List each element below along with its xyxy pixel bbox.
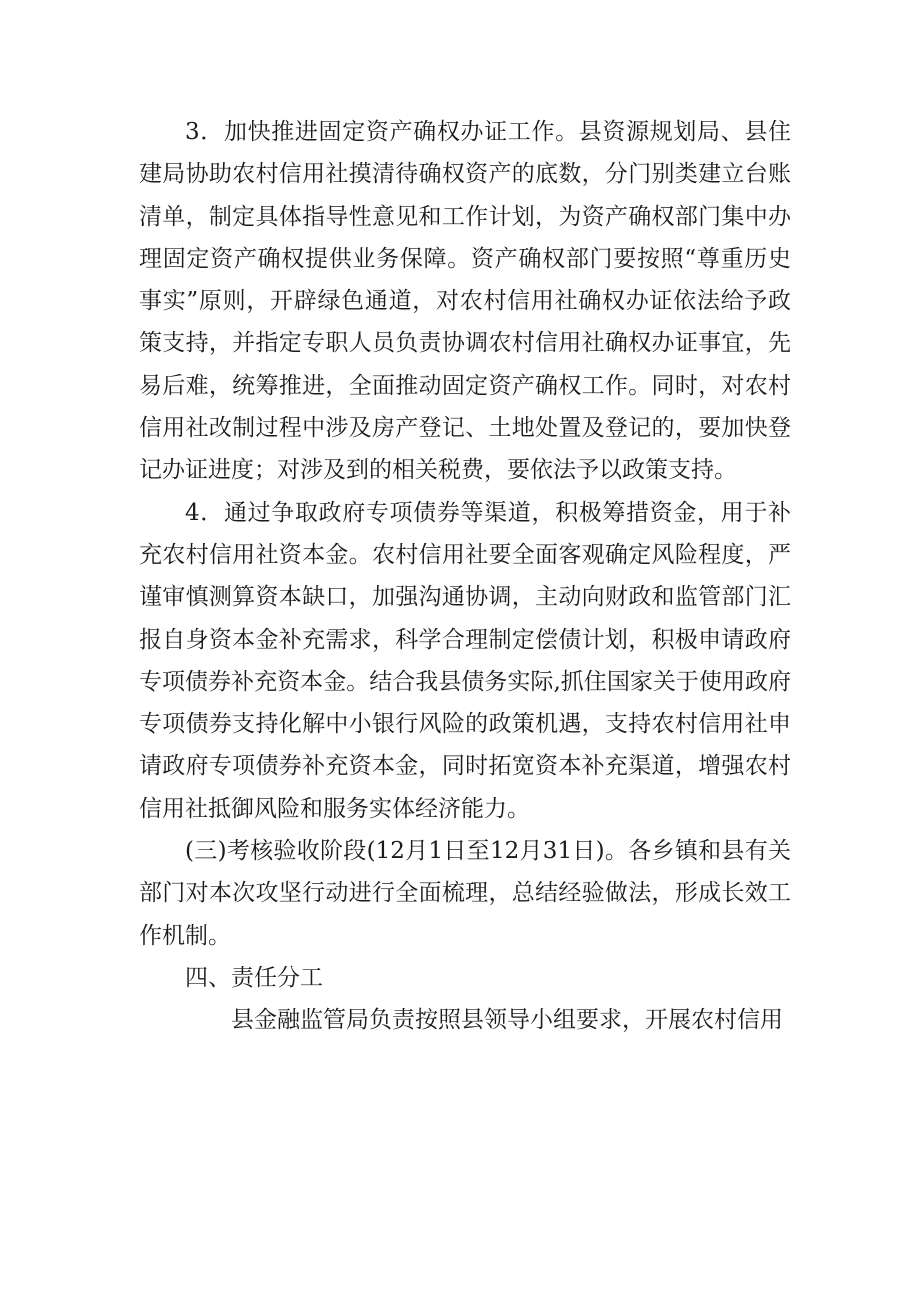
section-heading: 四、责任分工	[185, 964, 323, 991]
paragraph-stage-3: (三)考核验收阶段(12月1日至12月31日)。各乡镇和县有关部门对本次攻坚行动进行全面梳理，总结经验做法，形成长效工作机制。	[139, 838, 791, 949]
document-body	[139, 111, 791, 1042]
paragraph-item-3: 3．加快推进固定资产确权办证工作。县资源规划局、县住建局协助农村信用社摸清待确权资产的底数，分门别类建立台账清单，制定具体指导性意见和工作计划，为资产确权部门集中办理固定资产确权提供业务保障。资产确权部门要按照“尊重历史事实”原则，开辟绿色通道，对农村信用社确权办证依法给予政策支持，并指定专职人员负责协调农村信用社确权办证事宜，先易后难，统筹推进，全面推动固定资产确权工作。同时，对农村信用社改制过程中涉及房产登记、土地处置及登记的，要加快登记办证进度；对涉及到的相关税费，要依法予以政策支持。	[139, 119, 791, 484]
paragraph-item-4: 4．通过争取政府专项债券等渠道，积极筹措资金，用于补充农村信用社资本金。农村信用社要全面客观确定风险程度，严谨审慎测算资本缺口，加强沟通协调，主动向财政和监管部门汇报自身资本金补充需求，科学合理制定偿债计划，积极申请政府专项债券补充资本金。结合我县债务实际,抓住国家关于使用政府专项债券支持化解中小银行风险的政策机遇，支持农村信用社申请政府专项债券补充资本金，同时拓宽资本补充渠道，增强农村信用社抵御风险和服务实体经济能力。	[139, 499, 791, 822]
paragraph-section-4-body: 县金融监管局负责按照县领导小组要求，开展农村信用	[231, 1007, 783, 1034]
